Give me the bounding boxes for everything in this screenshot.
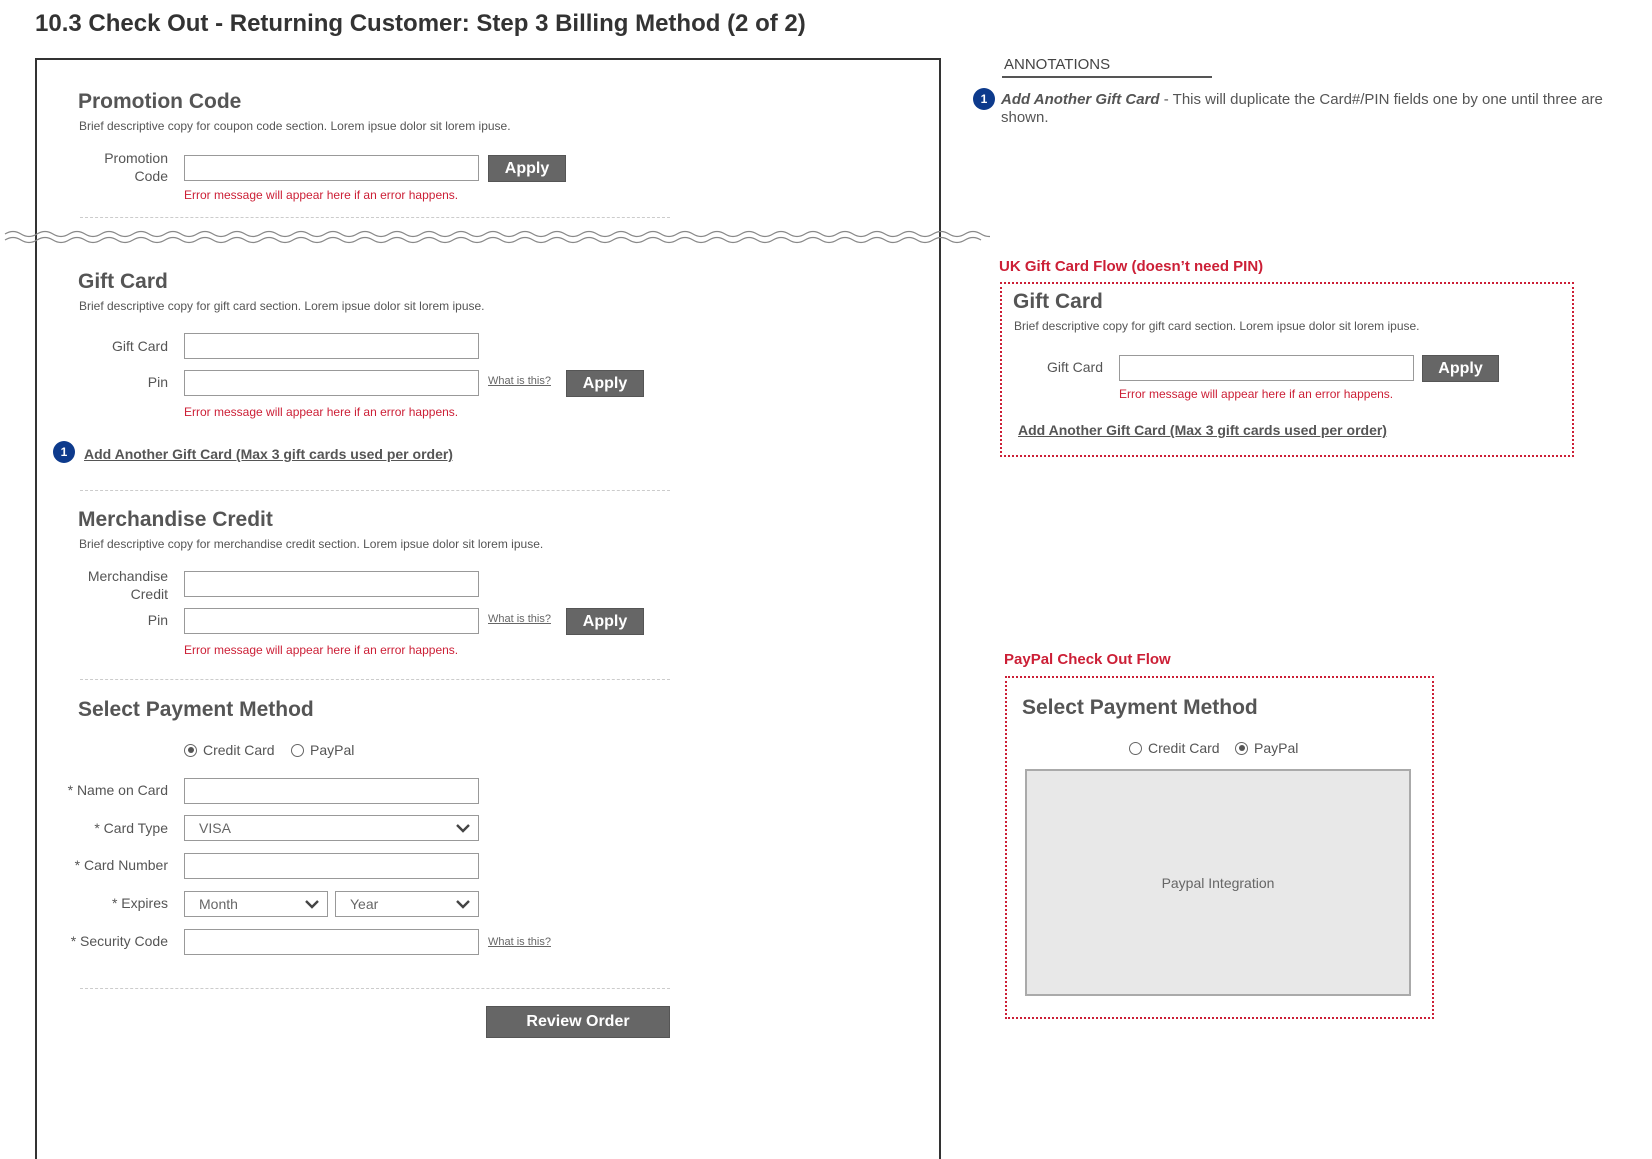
radio-paypal-label: PayPal [310,742,355,758]
annotation-item-title: Add Another Gift Card [1001,91,1160,108]
radio-credit-card-dot[interactable] [184,744,197,757]
expires-month-select[interactable] [184,891,328,917]
uk-gift-card-text[interactable] [1120,356,1413,380]
card-type-label: * Card Type [94,820,168,836]
annotation-badge-1: 1 [53,441,75,463]
uk-gift-card-input[interactable] [1119,355,1414,381]
promo-apply-button[interactable]: Apply [488,155,566,182]
promo-code-text[interactable] [185,156,478,180]
annotations-rule [1002,76,1212,78]
promo-code-input[interactable] [184,155,479,181]
radio-credit-card-label: Credit Card [203,742,275,758]
add-gift-card-link[interactable]: Add Another Gift Card (Max 3 gift cards used per order) [84,446,453,462]
gift-card-text[interactable] [185,334,478,358]
name-on-card-text[interactable] [185,779,478,803]
paypal-flow-radio-credit-dot[interactable] [1129,742,1142,755]
merch-credit-input[interactable] [184,571,479,597]
gift-desc: Brief descriptive copy for gift card section. Lorem ipsue dolor sit lorem ipuse. [79,299,485,313]
annotations-heading: ANNOTATIONS [1004,56,1111,73]
radio-paypal-dot[interactable] [291,744,304,757]
paypal-flow-radio-credit[interactable] [1129,740,1220,756]
security-code-label: * Security Code [70,933,168,949]
security-code-text[interactable] [185,930,478,954]
merch-error: Error message will appear here if an error happens. [184,643,459,657]
paypal-integration-placeholder[interactable]: Paypal Integration [1025,769,1411,996]
gift-card-input[interactable] [184,333,479,359]
annotation-item-1 [1001,91,1611,127]
uk-gift-error: Error message will appear here if an error happens. [1119,387,1394,401]
uk-add-gift-card-link[interactable]: Add Another Gift Card (Max 3 gift cards used per order) [1018,422,1387,438]
card-number-text[interactable] [185,854,478,878]
uk-gift-desc: Brief descriptive copy for gift card section. Lorem ipsue dolor sit lorem ipuse. [1014,319,1420,333]
security-what-link[interactable]: What is this? [488,936,551,948]
divider [80,217,670,218]
paypal-flow-title: Select Payment Method [1022,696,1258,719]
card-number-label: * Card Number [74,857,168,873]
paypal-flow-radio-credit-label: Credit Card [1148,740,1220,756]
uk-gift-card-label: Gift Card [1046,359,1103,375]
expires-year-select[interactable] [335,891,479,917]
merch-pin-label: Pin [147,612,168,628]
card-number-input[interactable] [184,853,479,879]
merch-apply-button[interactable]: Apply [566,608,644,635]
expires-year-value: Year [350,896,379,912]
merch-label: Merchandise Credit [87,568,168,602]
annotation-item-text: - This will duplicate the Card#/PIN fields one by one until three are shown. [1001,91,1603,126]
review-order-button[interactable]: Review Order [486,1006,670,1038]
promo-desc: Brief descriptive copy for coupon code section. Lorem ipsue dolor sit lorem ipuse. [79,119,511,133]
gift-pin-label: Pin [147,374,168,390]
chevron-down-icon [456,899,470,909]
paypal-flow-radio-paypal-label: PayPal [1254,740,1299,756]
security-code-input[interactable] [184,929,479,955]
merch-pin-input[interactable] [184,608,479,634]
divider [80,988,670,989]
uk-gift-title: Gift Card [1013,290,1103,313]
expires-label: * Expires [111,895,168,911]
card-type-select[interactable] [184,815,479,841]
card-type-value: VISA [199,820,231,836]
radio-credit-card[interactable] [184,742,275,758]
promo-title: Promotion Code [78,90,242,113]
expires-month-value: Month [199,896,238,912]
wireframe-frame [35,58,941,1159]
payment-title: Select Payment Method [78,698,314,721]
uk-flow-caption: UK Gift Card Flow (doesn’t need PIN) [999,258,1264,275]
gift-pin-text[interactable] [185,371,478,395]
name-on-card-label: * Name on Card [67,782,168,798]
chevron-down-icon [305,899,319,909]
promo-label: Promotion Code [104,150,168,184]
merch-what-link[interactable]: What is this? [488,613,551,625]
name-on-card-input[interactable] [184,778,479,804]
annotation-badge-1: 1 [973,88,995,110]
radio-paypal[interactable] [291,742,354,758]
merch-credit-text[interactable] [185,572,478,596]
promo-error: Error message will appear here if an error happens. [184,188,459,202]
gift-what-link[interactable]: What is this? [488,375,551,387]
paypal-flow-radio-paypal-dot[interactable] [1235,742,1248,755]
gift-error: Error message will appear here if an error happens. [184,405,459,419]
gift-apply-button[interactable]: Apply [566,370,644,397]
chevron-down-icon [456,823,470,833]
gift-title: Gift Card [78,270,168,293]
section-break-wave [0,228,990,248]
merch-pin-text[interactable] [185,609,478,633]
gift-card-label: Gift Card [111,338,168,354]
paypal-flow-caption: PayPal Check Out Flow [1004,651,1171,668]
merch-title: Merchandise Credit [78,508,273,531]
uk-apply-button[interactable]: Apply [1422,355,1499,382]
page-title: 10.3 Check Out - Returning Customer: Step 3 Billing Method (2 of 2) [35,10,806,37]
divider [80,490,670,491]
divider [80,679,670,680]
gift-pin-input[interactable] [184,370,479,396]
paypal-flow-radio-paypal[interactable] [1235,740,1298,756]
merch-desc: Brief descriptive copy for merchandise credit section. Lorem ipsue dolor sit lorem ipuse. [79,537,544,551]
